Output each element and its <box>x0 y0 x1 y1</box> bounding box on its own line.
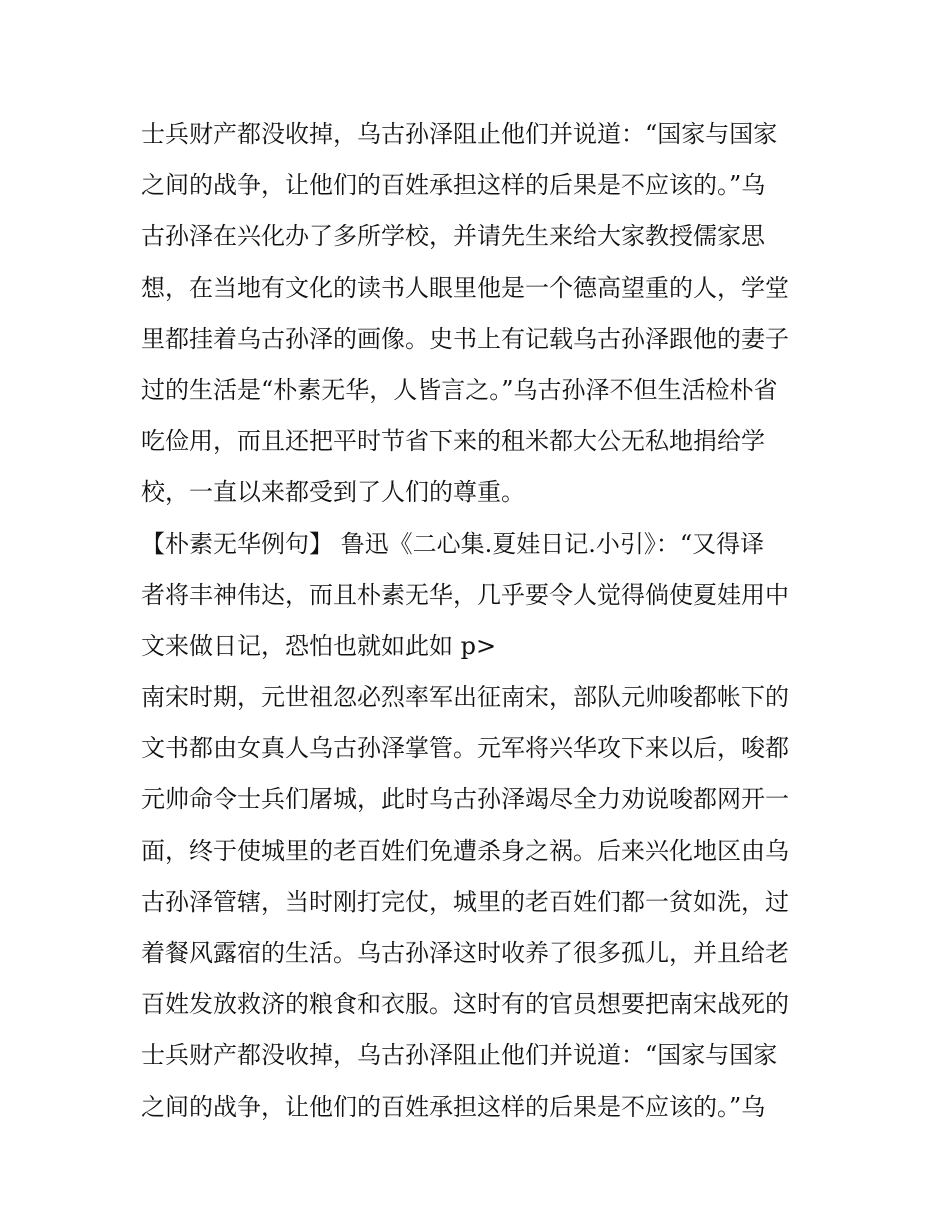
example-heading-line: 【朴素无华例句】 鲁迅《二心集.夏娃日记.小引》：“又得译 <box>141 529 765 558</box>
text-line: 百姓发放救济的粮食和衣服。这时有的官员想要把南宋战死的 <box>141 990 789 1019</box>
text-line: 着餐风露宿的生活。乌古孙泽这时收养了很多孤儿，并且给老 <box>141 939 789 967</box>
text-line: 南宋时期，元世祖忽必烈率军出征南宋，部队元帅唆都帐下的 <box>141 683 789 712</box>
text-line: 者将丰神伟达，而且朴素无华，几乎要令人觉得倘使夏娃用中 <box>141 580 789 609</box>
text-line: 文书都由女真人乌古孙泽掌管。元军将兴华攻下来以后，唆都 <box>141 734 789 763</box>
text-line: 里都挂着乌古孙泽的画像。史书上有记载乌古孙泽跟他的妻子 <box>141 324 789 353</box>
text-line: 之间的战争，让他们的百姓承担这样的后果是不应该的。”乌 <box>141 171 766 200</box>
text-line: 古孙泽在兴化办了多所学校，并请先生来给大家教授儒家思 <box>141 222 765 251</box>
text-line: 想，在当地有文化的读书人眼里他是一个德高望重的人，学堂 <box>141 273 789 302</box>
text-line: 士兵财产都没收掉，乌古孙泽阻止他们并说道：“国家与国家 <box>141 120 778 148</box>
text-line: 文来做日记，恐怕也就如此如 p> <box>141 631 497 660</box>
text-line: 面，终于使城里的老百姓们免遭杀身之祸。后来兴化地区由乌 <box>141 836 789 865</box>
text-line: 之间的战争，让他们的百姓承担这样的后果是不应该的。”乌 <box>141 1092 766 1121</box>
text-line: 古孙泽管辖，当时刚打完仗，城里的老百姓们都一贫如洗，过 <box>141 887 789 916</box>
text-line: 校，一直以来都受到了人们的尊重。 <box>141 478 525 507</box>
text-line: 元帅命令士兵们屠城，此时乌古孙泽竭尽全力劝说唆都网开一 <box>141 785 789 814</box>
text-line: 过的生活是“朴素无华，人皆言之。”乌古孙泽不但生活检朴省 <box>141 375 778 404</box>
text-line: 吃俭用，而且还把平时节省下来的租米都大公无私地捐给学 <box>141 427 765 456</box>
body-text <box>141 109 821 1133</box>
text-line: 士兵财产都没收掉，乌古孙泽阻止他们并说道：“国家与国家 <box>141 1041 778 1070</box>
